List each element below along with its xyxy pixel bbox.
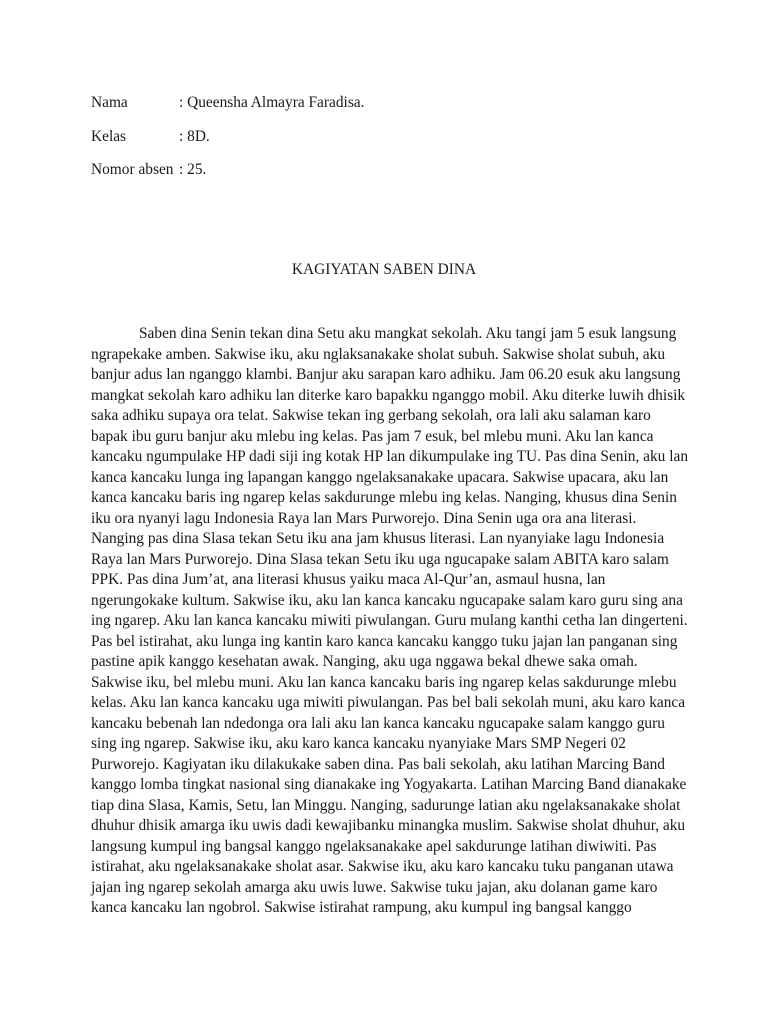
field-value-kelas: : 8D.	[179, 128, 210, 145]
paragraph-line: kanggo lomba tingkat nasional sing dianakake ing Yogyakarta. Latihan Marcing Band dianakake	[91, 776, 687, 793]
paragraph-line: sing ing ngarep. Sakwise iku, aku karo kanca kancaku nyanyiake Mars SMP Negeri 02	[91, 735, 626, 752]
paragraph-line: Saben dina Senin tekan dina Setu aku mangkat sekolah. Aku tangi jam 5 esuk langsung	[139, 325, 677, 342]
paragraph-line: Purworejo. Kagiyatan iku dilakukake saben dina. Pas bali sekolah, aku latihan Marcing Band	[91, 755, 666, 773]
paragraph-line: jajan ing ngarep sekolah amarga aku uwis luwe. Sakwise tuku jajan, aku dolanan game karo	[91, 878, 658, 896]
field-label-nomor-absen: Nomor absen	[91, 161, 174, 178]
paragraph-line: Pas bel istirahat, aku lunga ing kantin karo kanca kancaku kanggo tuku jajan lan panganan sing	[91, 632, 678, 650]
field-value-nomor-absen: : 25.	[179, 161, 207, 178]
paragraph-line: Raya lan Mars Purworejo. Dina Slasa tekan Setu iku uga ngucapake salam ABITA karo salam	[91, 550, 669, 568]
paragraph-line: banjur adus lan nganggo klambi. Banjur aku sarapan karo adhiku. Jam 06.20 esuk aku langsung	[91, 366, 681, 383]
paragraph-line: kelas. Aku lan kanca kancaku uga miwiti piwulangan. Pas bel bali sekolah muni, aku karo kanca	[91, 694, 686, 711]
body-paragraph	[91, 324, 691, 919]
paragraph-line: istirahat, aku ngelaksanakake sholat asar. Sakwise iku, aku karo kancaku tuku panganan utawa	[91, 858, 674, 875]
field-value-nama: : Queensha Almayra Faradisa.	[179, 94, 365, 111]
paragraph-line: ing ngarep. Aku lan kanca kancaku miwiti piwulangan. Guru mulang kanthi cetha lan dingerteni.	[91, 612, 688, 629]
paragraph-line: bapak ibu guru banjur aku mlebu ing kelas. Pas jam 7 esuk, bel mlebu muni. Aku lan kanca	[91, 427, 654, 445]
field-row-kelas	[91, 127, 210, 147]
paragraph-line: kanca kancaku baris ing ngarep kelas sakdurunge mlebu ing kelas. Nanging, khusus dina Senin	[91, 489, 677, 506]
paragraph-line: kanca kancaku lan ngobrol. Sakwise istirahat rampung, aku kumpul ing bangsal kanggo	[91, 899, 632, 916]
paragraph-line: dhuhur dhisik amarga iku uwis dadi kewajibanku minangka muslim. Sakwise sholat dhuhur, aku	[91, 817, 686, 834]
paragraph-line: mangkat sekolah karo adhiku lan diterke karo bapakku nganggo mobil. Aku diterke luwih dhisik	[91, 386, 686, 404]
field-row-nomor-absen	[91, 160, 206, 180]
paragraph-line: langsung kumpul ing bangsal kanggo ngelaksanakake apel sakdurunge latihan diwiwiti. Pas	[91, 837, 657, 855]
paragraph-line: tiap dina Slasa, Kamis, Setu, lan Minggu. Nanging, sadurunge latian aku ngelaksanakake sholat	[91, 796, 681, 814]
paragraph-line: saka adhiku supaya ora telat. Sakwise tekan ing gerbang sekolah, ora lali aku salaman karo	[91, 407, 651, 424]
paragraph-line: pastine apik kanggo kesehatan awak. Nanging, aku uga nggawa bekal dhewe saka omah.	[91, 653, 638, 670]
document-title: KAGIYATAN SABEN DINA	[291, 261, 477, 278]
paragraph-line: kancaku ngumpulake HP dadi siji ing kotak HP lan dikumpulake ing TU. Pas dina Senin, aku lan	[91, 448, 689, 465]
field-label-kelas: Kelas	[91, 128, 127, 145]
paragraph-line: kancaku bebenah lan ndedonga ora lali aku lan kanca kancaku ngucapake salam kanggo guru	[91, 714, 665, 732]
field-row-nama	[91, 93, 364, 113]
paragraph-line: kanca kancaku lunga ing lapangan kanggo ngelaksanakake upacara. Sakwise upacara, aku lan	[91, 468, 669, 486]
paragraph-line: ngrapekake amben. Sakwise iku, aku nglaksanakake sholat subuh. Sakwise sholat subuh, aku	[91, 345, 666, 363]
paragraph-line: ngerungokake kultum. Sakwise iku, aku lan kanca kancaku ngucapake salam karo guru sing ana	[91, 591, 683, 609]
paragraph-line: iku ora nyanyi lagu Indonesia Raya lan Mars Purworejo. Dina Senin uga ora ana literasi.	[91, 509, 637, 527]
field-label-nama: Nama	[91, 94, 128, 111]
paragraph-line: Sakwise iku, bel mlebu muni. Aku lan kanca kancaku baris ing ngarep kelas sakdurunge mlebu	[91, 673, 677, 691]
paragraph-line: Nanging pas dina Slasa tekan Setu iku ana jam khusus literasi. Lan nyanyiake lagu Indonesia	[91, 530, 665, 547]
paragraph-line: PPK. Pas dina Jum’at, ana literasi khusus yaiku maca Al-Qur’an, asmaul husna, lan	[91, 571, 606, 588]
